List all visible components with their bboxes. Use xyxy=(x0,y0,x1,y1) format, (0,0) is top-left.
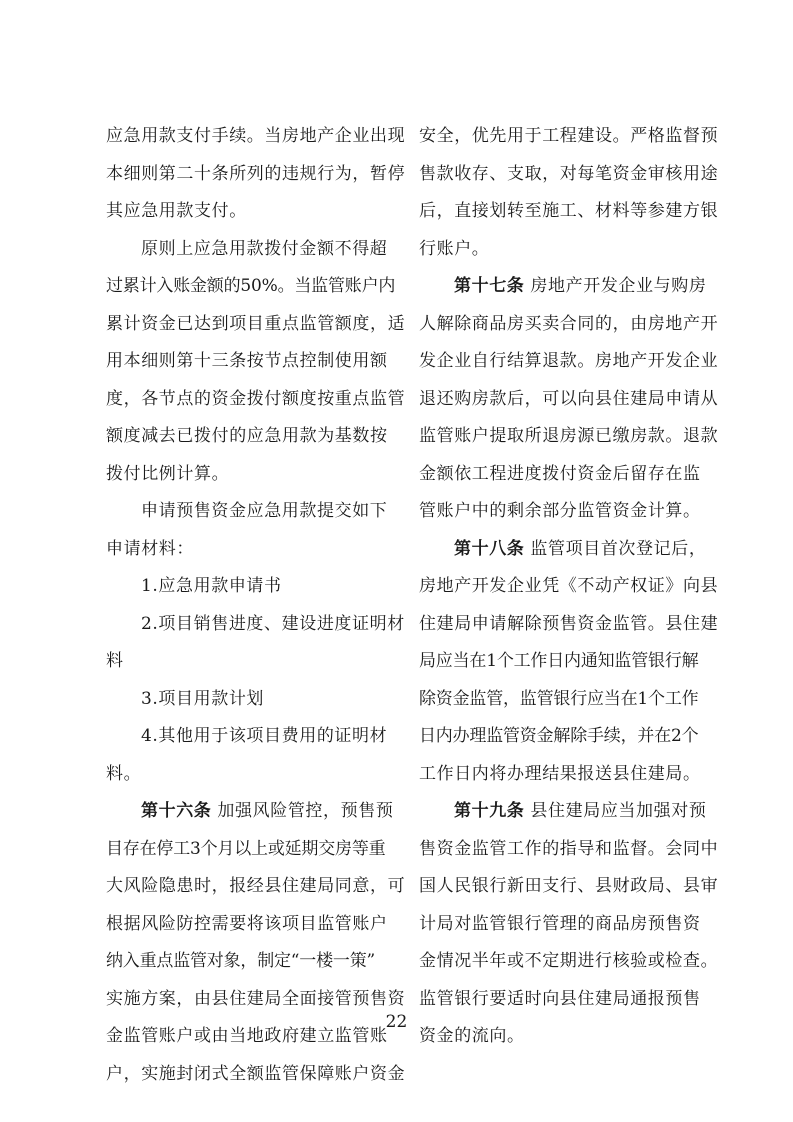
list-item: 1.应急用款申请书 xyxy=(141,576,282,596)
text-line: 售资金监管工作的指导和监督。会同中 xyxy=(419,838,719,859)
article-heading: 第十八条 xyxy=(454,538,525,559)
text-line: 大风险隐患时，报经县住建局同意，可 xyxy=(106,876,406,896)
article-text: 县住建局应当加强对预 xyxy=(530,801,707,821)
text-line: 申请材料： xyxy=(106,538,194,559)
list-item: 4.其他用于该项目费用的证明材 xyxy=(141,726,388,746)
text-line: 应急用款支付手续。当房地产企业出现 xyxy=(106,126,406,146)
text-line: 国人民银行新田支行、县财政局、县审 xyxy=(419,876,719,896)
text-line: 料 xyxy=(106,651,124,671)
text-line: 发企业自行结算退款。房地产开发企业 xyxy=(419,351,719,371)
text-line: 住建局申请解除预售资金监管。县住建 xyxy=(419,613,719,634)
text-line: 监管银行要适时向县住建局通报预售 xyxy=(419,988,701,1009)
article-line xyxy=(106,793,394,831)
text-line: 监管账户提取所退房源已缴房款。退款 xyxy=(419,426,719,446)
article-line xyxy=(419,531,707,569)
article-heading: 第十七条 xyxy=(454,276,525,296)
text-line: 实施方案，由县住建局全面接管预售资 xyxy=(106,988,406,1009)
article-heading: 第十九条 xyxy=(454,801,525,821)
text-line: 除资金监管，监管银行应当在1个工作 xyxy=(419,688,699,709)
text-line: 过累计入账金额的50%。当监管账户内 xyxy=(106,276,396,296)
text-line: 本细则第二十条所列的违规行为，暂停 xyxy=(106,163,406,184)
article-line xyxy=(419,793,707,831)
article-text: 监管项目首次登记后， xyxy=(530,538,707,559)
text-line: 度，各节点的资金拨付额度按重点监管 xyxy=(106,388,406,409)
list-item: 3.项目用款计划 xyxy=(141,688,265,709)
text-line: 售款收存、支取，对每笔资金审核用途 xyxy=(419,163,719,184)
text-line: 累计资金已达到项目重点监管额度，适 xyxy=(106,313,406,334)
text-line: 申请预售资金应急用款提交如下 xyxy=(141,501,388,521)
text-line: 额度减去已拨付的应急用款为基数按 xyxy=(106,426,388,446)
right-column xyxy=(419,118,719,1056)
text-line: 人解除商品房买卖合同的，由房地产开 xyxy=(419,313,719,334)
text-line: 根据风险防控需要将该项目监管账户 xyxy=(106,913,388,934)
text-line: 目存在停工3个月以上或延期交房等重 xyxy=(106,838,386,859)
article-text: 房地产开发企业与购房 xyxy=(530,276,707,296)
text-line: 行账户。 xyxy=(419,238,490,259)
text-line: 局应当在1个工作日内通知监管银行解 xyxy=(419,651,699,671)
text-line: 计局对监管银行管理的商品房预售资 xyxy=(419,913,701,934)
list-item: 2.项目销售进度、建设进度证明材 xyxy=(141,613,405,634)
text-line: 用本细则第十三条按节点控制使用额 xyxy=(106,351,388,371)
text-line: 资金的流向。 xyxy=(419,1026,525,1046)
text-line: 日内办理监管资金解除手续，并在2个 xyxy=(419,726,699,746)
text-line: 安全，优先用于工程建设。严格监督预 xyxy=(419,126,719,146)
text-line: 金额依工程进度拨付资金后留存在监 xyxy=(419,463,701,484)
page-number: 22 xyxy=(385,1012,408,1032)
text-line: 工作日内将办理结果报送县住建局。 xyxy=(419,763,701,784)
text-line: 拨付比例计算。 xyxy=(106,463,230,484)
text-line: 退还购房款后，可以向县住建局申请从 xyxy=(419,388,719,409)
text-line: 原则上应急用款拨付金额不得超 xyxy=(141,238,388,259)
text-line: 后，直接划转至施工、材料等参建方银 xyxy=(419,201,719,221)
text-line: 金情况半年或不定期进行核验或检查。 xyxy=(419,951,719,971)
article-heading: 第十六条 xyxy=(141,801,212,821)
text-line: 料。 xyxy=(106,763,142,784)
text-line: 纳入重点监管对象，制定“一楼一策” xyxy=(106,951,375,971)
text-line: 金监管账户或由当地政府建立监管账 xyxy=(106,1026,388,1046)
article-line xyxy=(419,268,707,306)
text-line: 其应急用款支付。 xyxy=(106,201,247,221)
text-line: 管账户中的剩余部分监管资金计算。 xyxy=(419,501,701,521)
article-text: 加强风险管控，预售预 xyxy=(217,801,394,821)
text-line: 房地产开发企业凭《不动产权证》向县 xyxy=(419,576,719,596)
text-line: 户，实施封闭式全额监管保障账户资金 xyxy=(106,1063,406,1084)
